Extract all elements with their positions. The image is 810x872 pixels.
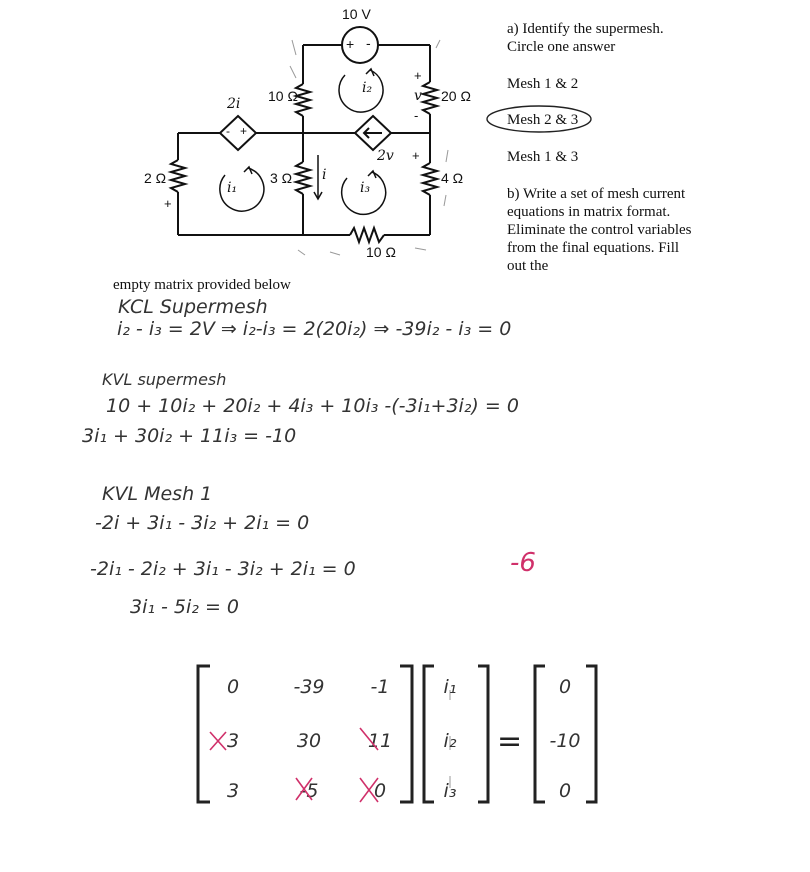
i-label: i [322,167,327,183]
r10-bottom-label: 10 Ω [366,244,396,260]
option-mesh-1-3[interactable]: Mesh 1 & 3 [507,149,579,165]
matrix-a-12: -39 [293,676,325,698]
matrix-b-1: 0 [558,676,572,698]
matrix-a-23: 11 [367,730,393,752]
source-minus: - [366,35,371,51]
r20-label: 20 Ω [441,88,471,104]
option-mesh-2-3[interactable]: Mesh 2 & 3 [507,112,579,128]
matrix-equals: = [497,724,523,759]
work-kvl-equation: 10 + 10i₂ + 20i₂ + 4i₃ + 10i₃ -(-3i₁+3i₂) = 0 [106,395,519,417]
matrix-a-33: 0 [373,780,387,802]
r4-label: 4 Ω [441,170,464,186]
dep-2i-plus: + [240,124,248,138]
work-mesh1-final: 3i₁ - 5i₂ = 0 [130,596,239,618]
question-b-continued: empty matrix provided below [113,277,291,293]
correction-marks [200,720,410,810]
v-label: v [414,88,422,104]
i3-label: i₃ [360,180,371,196]
dep-2i-label: 2i [227,96,241,112]
matrix-b-3: 0 [558,780,572,802]
work-kvl-heading: KVL supermesh [102,370,227,389]
circuit-diagram [130,5,480,270]
v-minus: - [414,108,419,123]
matrix-a-13: -1 [370,676,390,698]
matrix-x-3: i₃ [443,780,457,802]
r3-label: 3 Ω [270,170,293,186]
i2-label: i₂ [362,80,373,96]
matrix-x-1: i₁ [443,676,457,698]
matrix-a-31: 3 [226,780,240,802]
r2-plus: + [164,196,172,211]
dep-2v-label: 2v [377,148,394,164]
matrix-b-2: -10 [549,730,581,752]
matrix-a-32: -5 [299,780,319,802]
matrix-a-22: 30 [296,730,322,752]
matrix-a-11: 0 [226,676,240,698]
work-mesh1-heading: KVL Mesh 1 [102,483,213,505]
work-kcl-heading: KCL Supermesh [118,296,268,318]
question-b-text: b) Write a set of mesh current equations in matrix format. Eliminate the control variables from the final equations. Fill out the [507,186,692,274]
v-plus: + [414,68,422,83]
question-a-text: a) Identify the supermesh. Circle one answer [507,21,664,55]
option-mesh-1-2[interactable]: Mesh 1 & 2 [507,76,579,92]
work-mesh1-eq2: -2i₁ - 2i₂ + 3i₁ - 3i₂ + 2i₁ = 0 [90,558,356,580]
i1-label: i₁ [227,180,238,196]
source-plus: + [346,36,355,52]
r10-top-label: 10 Ω [268,88,298,104]
source-10v-label: 10 V [342,6,371,22]
grade-mark: -6 [510,548,536,578]
matrix-a-21: 3 [226,730,240,752]
work-kvl-simplified: 3i₁ + 30i₂ + 11i₃ = -10 [82,425,297,447]
work-mesh1-eq1: -2i + 3i₁ - 3i₂ + 2i₁ = 0 [95,512,310,534]
matrix-x-2: i₂ [443,730,457,752]
dep-2v-plus: + [412,148,420,163]
work-kcl-equation: i₂ - i₃ = 2V ⇒ i₂-i₃ = 2(20i₂) ⇒ -39i₂ - i₃ = 0 [117,318,512,340]
dep-2i-minus: - [226,124,230,138]
r2-label: 2 Ω [144,170,167,186]
